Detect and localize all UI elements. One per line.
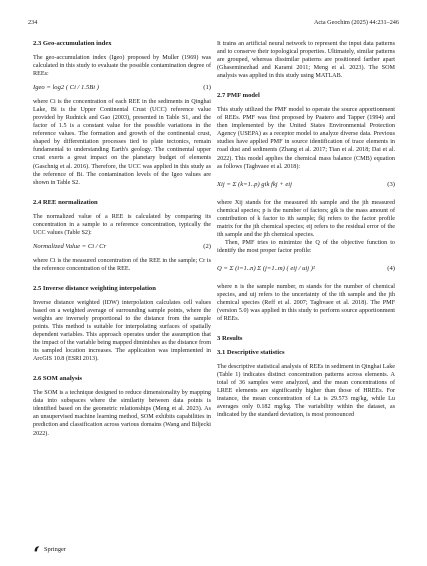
footer [33,545,66,553]
paragraph: where Ci is the concentration of each REE in the sediments in Qinghai Lake, Bi is the Upper Continental Crust (UCC) reference value provided by Rudnick and Gao (2003), presented in Table S1, and the factor of 1.5 is a constant value for the possible variations in the reference values. The formation and growth of the continental crust, shaped by differentiation processes tied to plate tectonics, remain fundamental to understanding Earth's geology. The continental upper crust exerts a great impact on the planetary budget of elements (Gaschnig et al. 2016). Therefore, the UCC was applied in this study as the reference of Bi. The contamination levels of the Igeo values are shown in Table S2. [33,99,211,186]
paragraph: Then, PMF tries to minimize the Q of the objective function to identify the most proper factor profile: [217,239,395,254]
paragraph: where n is the sample number, m stands for the number of chemical species, and uij refers to the uncertainty of the ith sample and the jth chemical species (Reff et al. 2007; Taghvaee et al. 2018). The PMF (version 5.0) was applied in this study to perform source apportionment of REEs. [217,283,395,323]
paragraph: where Xij stands for the measured ith sample and the jth measured chemical species; p is the number of factors; gik is the mass amount of contribution of k factor to ith sample; fkj refers to the factor profile matrix for the jth chemical species; eij refers to the residual error of the ith sample and the jth chemical species. [217,199,395,238]
springer-logo-icon [33,545,41,553]
equation-3 [217,171,395,199]
equation-number: (2) [203,242,211,250]
equation-1 [33,78,211,98]
section-heading-descriptive-statistics: 3.1 Descriptive statistics [217,349,285,357]
equation-text: Q = Σ (i=1..n) Σ (j=1..m) ( eij / uij )² [217,264,315,272]
paragraph: The descriptive statistical analysis of REEs in sediment in Qinghai Lake (Table 1) indicates distinct concentration patterns across elements. A total of 36 samples were analyzed, and the mean concentrations of LREE elements are significantly higher than those of HREEs. For instance, the mean concentration of La is 29.573 mg/kg, while Lu averages only 0.182 mg/kg. The variability within the dataset, as indicated by the standard deviation, is most pronounced [217,364,395,419]
section-heading-geo-accumulation: 2.3 Geo-accumulation index [33,40,112,47]
paragraph: This study utilized the PMF model to operate the source apportionment of REEs. PMF was first proposed by Paatero and Tapper (1994) and then implemented by the United States Environmental Protection Agency (USEPA) as a receptor model to analyze diverse data. Previous studies have applied PMF in source identification of trace elements in road dust and sediments (Zhang et al. 2017; Tian et al. 2018; Dai et al. 2022). This model applies the chemical mass balance (CMB) equation as follows (Taghvaee et al. 2018): [217,107,395,170]
equation-number: (3) [387,180,395,188]
paragraph: The SOM is a technique designed to reduce dimensionality by mapping data into subspaces where the similarity between data points is identified based on the geometric relationships (Meng et al. 2023). As an unsupervised machine learning method, SOM exhibits capabilities in prediction and classification across various domains (Wang and Biljecki 2022). [33,390,211,437]
paragraph: The geo-accumulation index (Igeo) proposed by Muller (1969) was calculated in this study to evaluate the possible contamination degree of REEs: [33,55,211,78]
section-heading-idw: 2.5 Inverse distance weighting interpolation [33,284,156,292]
equation-text: Igeo = log2 ( Ci / 1.5Bi ) [33,84,99,92]
journal-citation: Acta Geochim (2025) 44:231–246 [313,19,399,26]
section-heading-ree-normalization: 2.4 REE normalization [33,198,98,206]
paragraph: It trains an artificial neural network to represent the input data patterns and to conserve their topological properties. Ultimately, similar patterns are grouped, whereas dissimilar patterns are positioned farther apart (Ghaseminezhad and Karami 2011; Meng et al. 2023). The SOM analysis was applied in this study using MATLAB. [217,41,395,80]
equation-number: (4) [387,264,395,272]
equation-text: Normalized Value = Ci / Cr [33,242,107,250]
section-heading-results: 3 Results [217,335,243,343]
equation-4 [217,255,395,283]
running-header [28,19,399,29]
publisher-name: Springer [44,545,67,553]
left-column [33,40,211,438]
paragraph: Inverse distance weighted (IDW) interpolation calculates cell values based on a weighted average of surrounding sample points, where the weights are inversely proportional to the distance from the sample points. This method is suitable for interpolating surfaces of spatially dependent variables. This approach operates under the assumption that the impact of the variable being mapped diminishes as the distance from its sampled location increases. The application was implemented in ArcGIS 10.8 (ESRI 2013). [33,299,211,363]
paragraph: where Ci is the measured concentration of the REE in the sample; Cr is the reference concentration of the REE. [33,257,211,272]
section-heading-pmf: 2.7 PMF model [217,92,260,100]
equation-number: (1) [203,84,211,92]
paragraph: The normalized value of a REE is calculated by comparing its concentration in a sample to a reference concentration, typically the UCC values (Table S2): [33,213,211,236]
page-number: 234 [28,19,38,26]
equation-text: Xij = Σ (k=1..p) gik fkj + eij [217,180,292,188]
right-column [217,40,395,420]
equation-2 [33,237,211,257]
section-heading-som: 2.6 SOM analysis [33,375,82,383]
